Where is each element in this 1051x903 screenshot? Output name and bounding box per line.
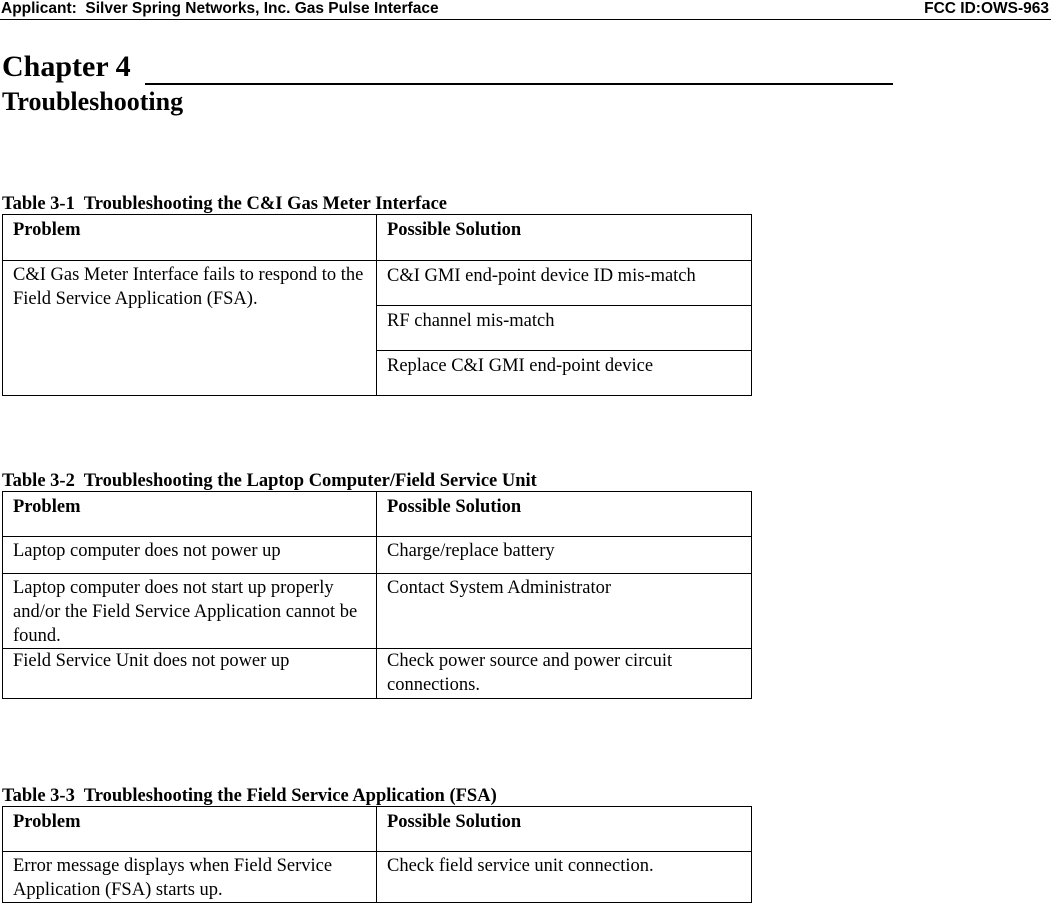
problem-cell: Field Service Unit does not power up [3,649,377,699]
table-header-row [3,807,752,852]
table-row [3,649,752,699]
solution-cell: Contact System Administrator [377,574,752,649]
applicant-header: Applicant: Silver Spring Networks, Inc. Gas Pulse Interface [1,0,439,17]
troubleshooting-table [2,491,752,699]
solution-cell: Replace C&I GMI end-point device [377,351,752,396]
troubleshooting-table [2,806,752,903]
solution-cell: RF channel mis-match [377,306,752,351]
table-header-row [3,215,752,261]
table-caption: Table 3-3 Troubleshooting the Field Service Application (FSA) [2,786,497,806]
solution-cell: C&I GMI end-point device ID mis-match [377,261,752,306]
problem-cell: Laptop computer does not start up properly and/or the Field Service Application cannot be found. [3,574,377,649]
chapter-number: Chapter 4 [2,50,131,83]
problem-column-header: Problem [3,492,377,537]
solution-column-header: Possible Solution [377,215,752,261]
troubleshooting-table [2,214,752,396]
fcc-id-header: FCC ID:OWS-963 [924,0,1049,17]
page-header [0,0,1051,20]
problem-cell: Error message displays when Field Service Application (FSA) starts up. [3,852,377,903]
solution-cell: Charge/replace battery [377,537,752,574]
table-row [3,852,752,903]
problem-column-header: Problem [3,807,377,852]
solution-column-header: Possible Solution [377,492,752,537]
table-row [3,537,752,574]
table-row [3,574,752,649]
table-row [3,261,752,306]
table-caption: Table 3-2 Troubleshooting the Laptop Computer/Field Service Unit [2,471,537,491]
solution-cell: Check power source and power circuit connections. [377,649,752,699]
problem-cell: C&I Gas Meter Interface fails to respond to the Field Service Application (FSA). [3,261,377,396]
problem-column-header: Problem [3,215,377,261]
chapter-title: Troubleshooting [2,87,184,116]
table-header-row [3,492,752,537]
solution-cell: Check field service unit connection. [377,852,752,903]
problem-cell: Laptop computer does not power up [3,537,377,574]
solution-column-header: Possible Solution [377,807,752,852]
table-caption: Table 3-1 Troubleshooting the C&I Gas Meter Interface [2,194,448,214]
chapter-rule [145,83,893,85]
